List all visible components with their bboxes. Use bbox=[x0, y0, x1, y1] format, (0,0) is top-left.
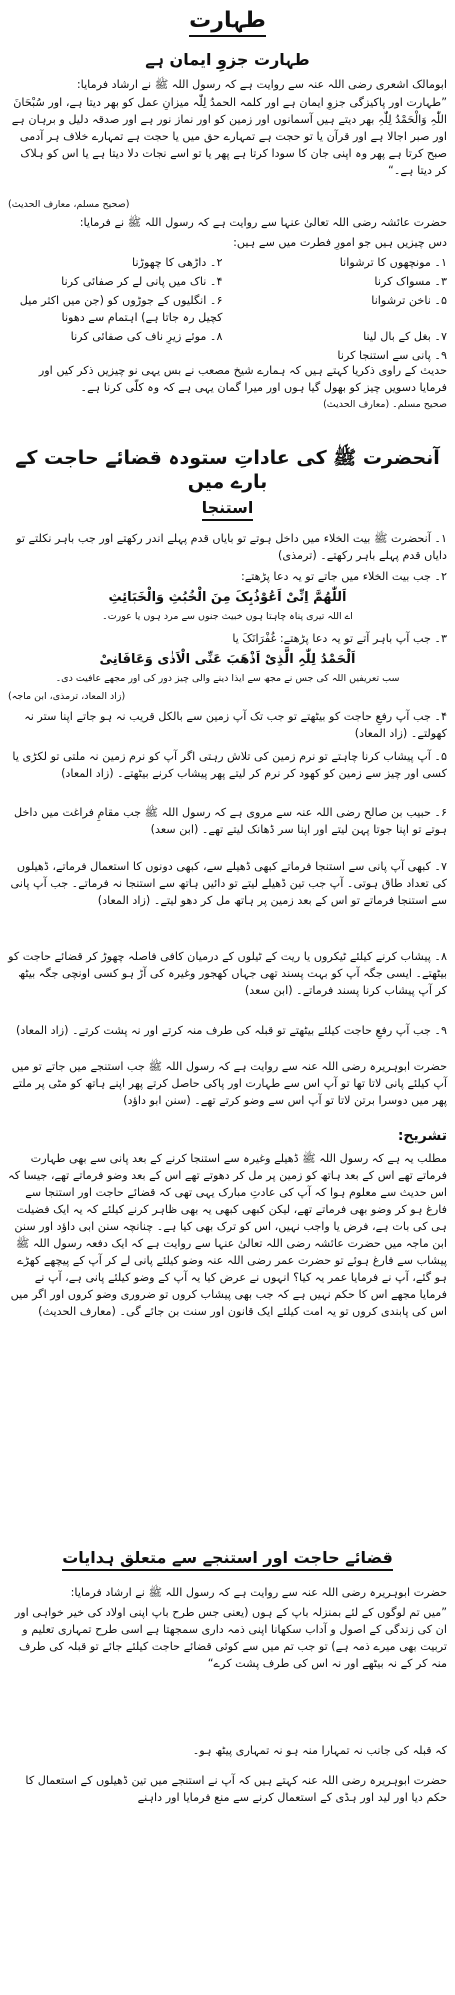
rule-8: ۸۔ پیشاب کرنے کیلئے ٹیکروں یا ریت کے ٹیلوں کے درمیان کافی فاصلہ چھوڑ کر قضائے حاجت کو بیٹھتے۔ ایسی جگہ آپ کو بہت پسند تھی جہاں کھجور وغیرہ کی آڑ ہو کسی اونچی جگہ بیٹھ کر آپ پیشاب کرنا پسند فرماتے۔ (ابن سعد) bbox=[8, 950, 447, 997]
narrator-note: حدیث کے راوی ذکریا کہتے ہیں کہ ہمارے شیخ مصعب نے بس یہی نو چیزیں ذکر کیں اور فرمایا دسویں چیز کو بھول گیا ہوں اور میرا گمان یہی ہے کہ وہ کلّی کرنا ہے۔ bbox=[38, 364, 447, 394]
rule-2: ۲۔ جب بیت الخلاء میں جاتے تو یہ دعا پڑھتے: bbox=[240, 570, 447, 583]
page-subtitle: طہارت جزوِ ایمان ہے bbox=[145, 50, 310, 69]
dua-entering: اَللّٰھُمَّ اِنِّیْ اَعُوْذُبِکَ مِنَ الْخُبُثِ وَالْخَبَائِثِ bbox=[108, 590, 347, 605]
rule-7: ۷۔ کبھی آپ پانی سے استنجا فرماتے کبھی ڈھیلے سے، کبھی دونوں کا استعمال فرماتے، ڈھیلوں کی تعداد طاق ہوتی۔ آپ جب تین ڈھیلے لیتے تو دائیں ہاتھ سے استنجا نہ فرماتے۔ جب آپ پانی سے استنجا فرماتے تو اس کے بعد زمین پر ہاتھ مل کر دھو لیتے۔ (زاد المعاد) bbox=[10, 860, 447, 907]
rule-3-ref: (زاد المعاد، ترمذی، ابن ماجہ) bbox=[8, 691, 126, 702]
rule-3: ۳۔ جب آپ باہر آتے تو یہ دعا پڑھتے: غُفْرَانَکَ یا bbox=[232, 632, 447, 645]
tashreeh-label: تشریح: bbox=[397, 1128, 447, 1144]
list-item: ۶۔ انگلیوں کے جوڑوں کو (جن میں اکثر میل کچیل رہ جاتا ہے) اہتمام سے دھونا bbox=[19, 294, 223, 324]
hadith-intro-2: حضرت عائشہ رضی اللہ تعالیٰ عنہا سے روایت ہے کہ رسول اللہ ﷺ نے فرمایا: bbox=[79, 216, 447, 229]
list-item: ۷۔ بغل کے بال لینا bbox=[363, 330, 447, 343]
list-item: ۳۔ مسواک کرنا bbox=[374, 275, 447, 288]
hadith-ref-1: (صحیح مسلم، معارف الحدیث) bbox=[8, 199, 130, 210]
rule-4: ۴۔ جب آپ رفعِ حاجت کو بیٹھتے تو جب تک آپ زمین سے بالکل قریب نہ ہو جاتے اپنا ستر نہ کھولتے۔ (زاد المعاد) bbox=[24, 710, 447, 740]
last-paragraph: حضرت ابوہریرہ رضی اللہ عنہ کہتے ہیں کہ آپ نے استنجے میں تین ڈھیلوں کے استعمال کا حکم دیا اور لید اور ہڈی کے استعمال کرنے سے منع فرمایا اور داہنے bbox=[25, 1774, 447, 1804]
hadith-text-3-end: کہ قبلہ کی جانب نہ تمہارا منہ ہو نہ تمہاری پیٹھ ہو۔ bbox=[192, 1744, 447, 1757]
dua-entering-translation: اے اللہ تیری پناہ چاہتا ہوں خبیث جنوں سے مرد ہوں یا عورت۔ bbox=[102, 611, 353, 622]
hadith-intro-3: حضرت ابوہریرہ رضی اللہ عنہ سے روایت ہے کہ رسول اللہ ﷺ نے ارشاد فرمایا: bbox=[70, 1586, 447, 1599]
list-item: ۸۔ موئے زیرِ ناف کی صفائی کرنا bbox=[70, 330, 223, 343]
fitrah-list-intro: دس چیزیں ہیں جو امورِ فطرت میں سے ہیں: bbox=[233, 236, 447, 249]
rule-9: ۹۔ جب آپ رفعِ حاجت کیلئے بیٹھتے تو قبلہ کی طرف منہ کرتے اور نہ پشت کرتے۔ (زاد المعاد) bbox=[15, 1024, 447, 1037]
rule-10: حضرت ابوہریرہ رضی اللہ عنہ سے روایت ہے کہ رسول اللہ ﷺ جب استنجے میں جاتے تو میں آپ کیلئے پانی لاتا تھا تو آپ اس سے طہارت اور پاکی حاصل کرتے پھر اپنے ہاتھ کو مٹی پر ملتے پھر میں دوسرا برتن لاتا تو آپ اس سے وضو کرتے تھے۔ (سنن ابو داؤد) bbox=[11, 1060, 447, 1107]
hadith-text-1: ”طہارت اور پاکیزگی جزوِ ایمان ہے اور کلمہ الحمدُ لِلّٰہ میزانِ عمل کو بھر دیتا ہے، اور سُبْحَانَ اللّٰہِ وَالْحَمْدُ لِلّٰہِ بھر دیتے ہیں آسمانوں اور زمین کو اور نماز نور ہے اور صدقہ دلیل و برہان ہے اور صبر اجالا ہے اور قرآن یا تو حجت ہے تمہارے حق میں یا حجت ہے تمہارے خلاف ہر آدمی صبح کرتا ہے پھر وہ اپنی جان کا سودا کرتا ہے پھر یا تو اسے نجات دلا دیتا ہے یا اس کو ہلاک کر دیتا ہے۔“ bbox=[11, 96, 447, 177]
dua-leaving-translation: سب تعریفیں اللہ کی جس نے مجھ سے ایذا دینے والی چیز دور کی اور مجھے عافیت دی۔ bbox=[55, 673, 400, 684]
list-item: ۲۔ داڑھی کا چھوڑنا bbox=[132, 256, 223, 269]
hadith-intro-1: ابومالک اشعری رضی اللہ عنہ سے روایت ہے کہ رسول اللہ ﷺ نے ارشاد فرمایا: bbox=[76, 78, 447, 91]
dua-leaving: اَلْحَمْدُ لِلّٰہِ الَّذِیْ اَذْھَبَ عَنِّی الْاَذٰی وَعَافَانِیْ bbox=[99, 652, 356, 667]
page-title bbox=[8, 8, 447, 37]
rule-1: ۱۔ آنحضرت ﷺ بیت الخلاء میں داخل ہوتے تو بایاں قدم پہلے اندر رکھتے اور جب باہر نکلتے تو دایاں قدم پہلے باہر رکھتے۔ (ترمذی) bbox=[16, 532, 447, 562]
list-item: ۵۔ ناخن ترشوانا bbox=[371, 294, 447, 307]
rule-5: ۵۔ آپ پیشاب کرنا چاہتے تو نرم زمین کی تلاش رہتی اگر آپ کو نرم زمین نہ ملتی تو لکڑی یا کسی اور چیز سے زمین کو کھود کر نرم کر لیتے پھر پیشاب کرنے بیٹھتے۔ (زاد المعاد) bbox=[12, 750, 447, 780]
explanation-text: مطلب یہ ہے کہ رسول اللہ ﷺ ڈھیلے وغیرہ سے استنجا کرنے کے بعد پانی سے بھی طہارت فرماتے تھے اس کے بعد ہاتھ کو زمین پر مل کر دھوتے تھے اس کے بعد وضو فرماتے تھے، جیسا کہ اس حدیث سے معلوم ہوا کہ آپ کی عادتِ مبارک یہی تھی کہ قضائے حاجت اور استنجا سے فارغ ہو کر وضو بھی فرماتے تھے، لیکن کبھی کبھی یہ بھی ظاہر کرنے کیلئے کہ یہ ایک فضیلت ہی کی بات ہے، فرض یا واجب نہیں، اس کو ترک بھی کیا ہے۔ چنانچہ سنن ابی داؤد اور سنن ابن ماجہ میں حضرت عائشہ رضی اللہ تعالیٰ عنہا سے روایت ہے کہ ایک دفعہ رسول اللہ ﷺ پیشاب سے فارغ ہوئے تو حضرت عمر رضی اللہ عنہ وضو کیلئے پانی لے کر آپ کے پیچھے کھڑے ہو گئے، آپ نے فرمایا عمر یہ کیا؟ انہوں نے عرض کیا یہ آپ کے وضو کیلئے پانی ہے، آپ نے فرمایا مجھے اس کا حکم نہیں ہے کہ جب بھی پیشاب کروں تو ضروری وضو کروں اور اگر میں اس کی پابندی کروں تو یہ امت کیلئے ایک قانون اور سنت بن جائے گی۔ (معارف الحدیث) bbox=[8, 1152, 447, 1318]
list-item: ۹۔ پانی سے استنجا کرنا bbox=[337, 349, 447, 362]
section-subheading-istinja: استنجا bbox=[8, 498, 447, 521]
hadith-text-3: ”میں تم لوگوں کے لئے بمنزلہ باپ کے ہوں (یعنی جس طرح باپ اپنی اولاد کی خیر خواہی اور ان کی زندگی کے اصول و آداب سکھانا اپنی ذمہ داری سمجھتا ہے اسی طرح تمہاری تعلیم و تربیت بھی میرے ذمہ ہے) تو جب تم میں سے کوئی قضائے حاجت کیلئے جائے تو قبلہ کی طرف منہ کر کے نہ بیٹھے اور نہ اس کی طرف پشت کرے“ bbox=[14, 1606, 447, 1670]
section-heading-prophet-habits: آنحضرت ﷺ کی عاداتِ ستودہ قضائے حاجت کے بارے میں bbox=[15, 447, 440, 493]
section-heading-instructions: قضائے حاجت اور استنجے سے متعلق ہدایات bbox=[8, 1548, 447, 1571]
page-title-text: طہارت bbox=[189, 8, 266, 37]
fitrah-list bbox=[8, 254, 447, 364]
narrator-note-ref: صحیح مسلم۔ (معارف الحدیث) bbox=[323, 399, 447, 410]
list-item: ۱۔ مونچھوں کا ترشوانا bbox=[339, 256, 447, 269]
list-item: ۴۔ ناک میں پانی لے کر صفائی کرنا bbox=[61, 275, 223, 288]
rule-6: ۶۔ حبیب بن صالح رضی اللہ عنہ سے مروی ہے کہ رسول اللہ ﷺ جب مقامِ فراغت میں داخل ہوتے تو اپنا جوتا پہن لیتے اور اپنا سر ڈھانک لیتے تھے۔ (ابن سعد) bbox=[14, 806, 447, 836]
